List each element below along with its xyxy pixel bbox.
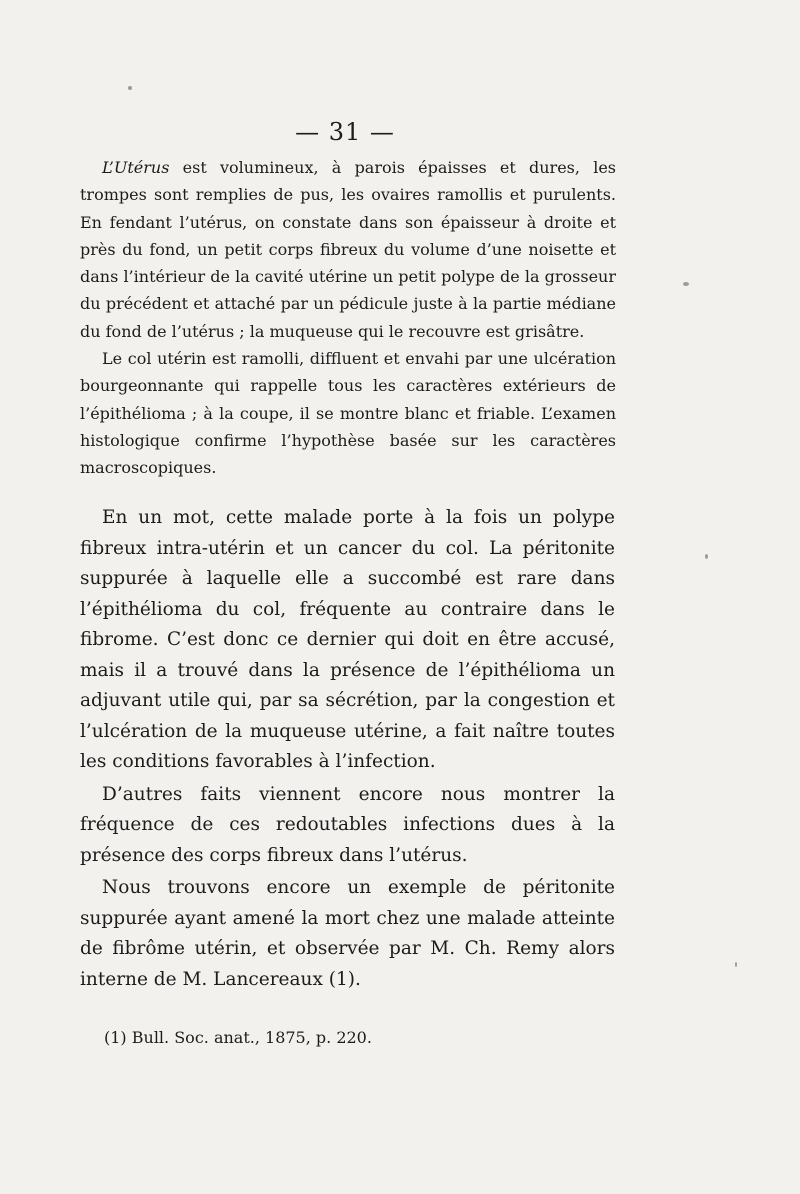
paper-speck bbox=[735, 962, 737, 967]
main-paragraph-1: En un mot, cette malade porte à la fois un polype fibreux intra-utérin et un cancer du col. La péritonite suppurée à laquelle elle a succombé est rare dans l’épithélioma du col, fréquente au contraire dans le fibrome. C’est donc ce dernier qui doit en être accusé, mais il a trouvé dans la présence de l’épithélioma un adjuvant utile qui, par sa sécrétion, par la congestion et l’ulcération de la muqueuse utérine, a fait naître toutes les conditions favorables à l’infection. bbox=[80, 507, 615, 772]
paper-speck bbox=[683, 282, 689, 286]
main-paragraph-3: Nous trouvons encore un exemple de péritonite suppurée ayant amené la mort chez une malade atteinte de fibrôme utérin, et observée par M. Ch. Remy alors interne de M. Lancereaux (1). bbox=[80, 877, 615, 990]
upper-paragraph-2: Le col utérin est ramolli, diffluent et envahi par une ulcération bourgeonnante qui rappelle tous les caractères extérieurs de l’épithélioma ; à la coupe, il se montre blanc et friable. L’examen histologique confirme l’hypothèse basée sur les caractères macroscopiques. bbox=[80, 349, 616, 478]
page-number: — 31 — bbox=[295, 118, 395, 146]
main-text-block bbox=[80, 503, 615, 995]
paper-speck bbox=[128, 86, 132, 90]
italic-heading-word: L’Utérus bbox=[102, 158, 170, 177]
upper-paragraph-1 bbox=[80, 154, 616, 345]
paragraph-text: est volumineux, à parois épaisses et dures, les trompes sont remplies de pus, les ovaires ramollis et purulents. En fendant l’utérus, on constate dans son épaisseur à droite et près du fond, un petit corps fibreux du volume d’une noisette et dans l’intérieur de la cavité utérine un petit polype de la grosseur du précédent et attaché par un pédicule juste à la partie médiane du fond de l’utérus ; la muqueuse qui le recouvre est grisâtre. bbox=[80, 158, 616, 341]
upper-text-block bbox=[80, 154, 616, 482]
main-paragraph-2: D’autres faits viennent encore nous montrer la fréquence de ces redoutables infections dues à la présence des corps fibreux dans l’utérus. bbox=[80, 783, 615, 866]
paper-speck bbox=[705, 554, 708, 559]
footnote: (1) Bull. Soc. anat., 1875, p. 220. bbox=[104, 1028, 372, 1047]
